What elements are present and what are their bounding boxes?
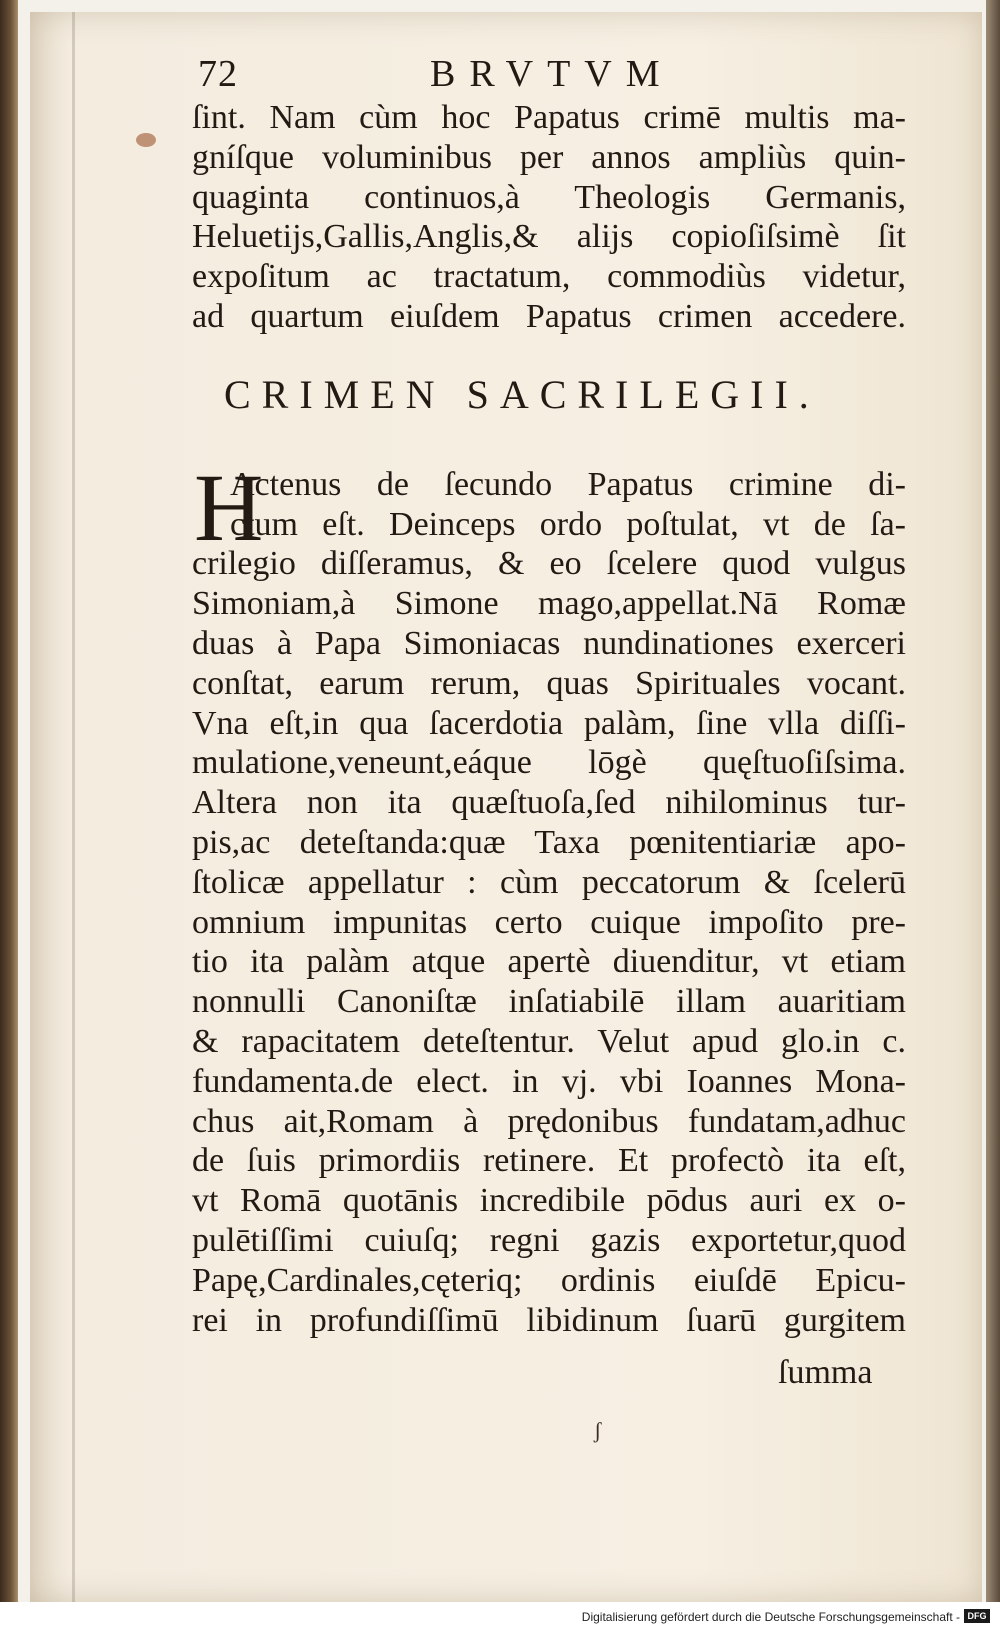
text-line: ctum eſt. Deinceps ordo poſtulat, vt de ſa- [230, 505, 906, 543]
section-heading: CRIMEN SACRILEGII. [224, 371, 820, 417]
paragraph-2 [168, 453, 938, 1341]
book-fore-edge [986, 0, 1000, 1634]
text-line: rei in profundiſſimū libidinum ſuarū gurgitem [192, 1301, 906, 1339]
text-line: pis,ac deteſtanda:quæ Taxa pœnitentiariæ apo- [192, 823, 906, 861]
running-title: BRVTVM [430, 53, 674, 95]
text-line: Papę,Cardinales,cęteriq; ordinis eiuſdē Epicu- [192, 1261, 906, 1299]
page-number: 72 [198, 53, 238, 95]
text-line: crilegio diſſeramus, & eo ſcelere quod vulgus [192, 545, 906, 583]
text-line: vt Romā quotānis incredibile pōdus auri ex o- [192, 1182, 906, 1220]
text-line: omnium impunitas certo cuique impoſito pre- [192, 903, 906, 941]
text-line: fundamenta.de elect. in vj. vbi Ioannes Mona- [192, 1062, 906, 1100]
text-line: mulatione,veneunt,eáque lōgè quęſtuoſiſsima. [192, 744, 906, 782]
gutter-line [72, 12, 75, 1602]
text-line: chus ait,Romam à prędonibus fundatam,adhuc [192, 1102, 906, 1140]
catchword: ſumma [778, 1354, 873, 1391]
text-line: tio ita palàm atque apertè diuenditur, vt etiam [192, 943, 906, 981]
signature-mark: ʃ [594, 1418, 602, 1443]
text-line: gníſque voluminibus per annos ampliùs quin- [192, 138, 906, 176]
text-block [168, 48, 938, 1391]
text-line: Vna eſt,in qua ſacerdotia palàm, ſine vlla diſſi- [192, 704, 906, 742]
text-line: & rapacitatem deteſtentur. Velut apud glo.in c. [192, 1022, 906, 1060]
running-head [168, 48, 938, 98]
text-line: ſtolicæ appellatur : cùm peccatorum & ſcelerū [192, 863, 906, 901]
text-line: Altera non ita quæſtuoſa,ſed nihilominus tur- [192, 784, 906, 822]
text-line: expoſitum ac tractatum, commodiùs videtur, [192, 258, 906, 296]
funding-credit: Digitalisierung gefördert durch die Deutsche Forschungsgemeinschaft - [581, 1610, 960, 1624]
drop-cap: H [194, 453, 264, 561]
dfg-logo: DFG [964, 1609, 990, 1623]
ink-stain [136, 133, 156, 147]
text-line: ſint. Nam cùm hoc Papatus crimē multis ma- [192, 99, 906, 136]
book-spine-edge [0, 0, 18, 1634]
text-line: Heluetijs,Gallis,Anglis,& alijs copioſiſsimè ſit [192, 218, 906, 256]
text-line: ad quartum eiuſdem Papatus crimen accedere. [192, 297, 906, 335]
text-line: Actenus de ſecundo Papatus crimine di- [230, 465, 906, 503]
footer-bar [0, 1602, 1000, 1634]
text-line: pulētiſſimi cuiuſq; regni gazis exportetur,quod [192, 1221, 906, 1259]
paragraph-1 [168, 98, 938, 337]
text-line: duas à Papa Simoniacas nundinationes exerceri [192, 624, 906, 662]
text-line: nonnulli Canoniſtæ inſatiabilē illam auaritiam [192, 983, 906, 1021]
text-line: de ſuis primordiis retinere. Et profectò ita eſt, [192, 1142, 906, 1180]
text-line: Simoniam,à Simone mago,appellat.Nā Romæ [192, 585, 906, 623]
text-line: conſtat, earum rerum, quas Spirituales vocant. [192, 664, 906, 702]
text-line: quaginta continuos,à Theologis Germanis, [192, 178, 906, 216]
